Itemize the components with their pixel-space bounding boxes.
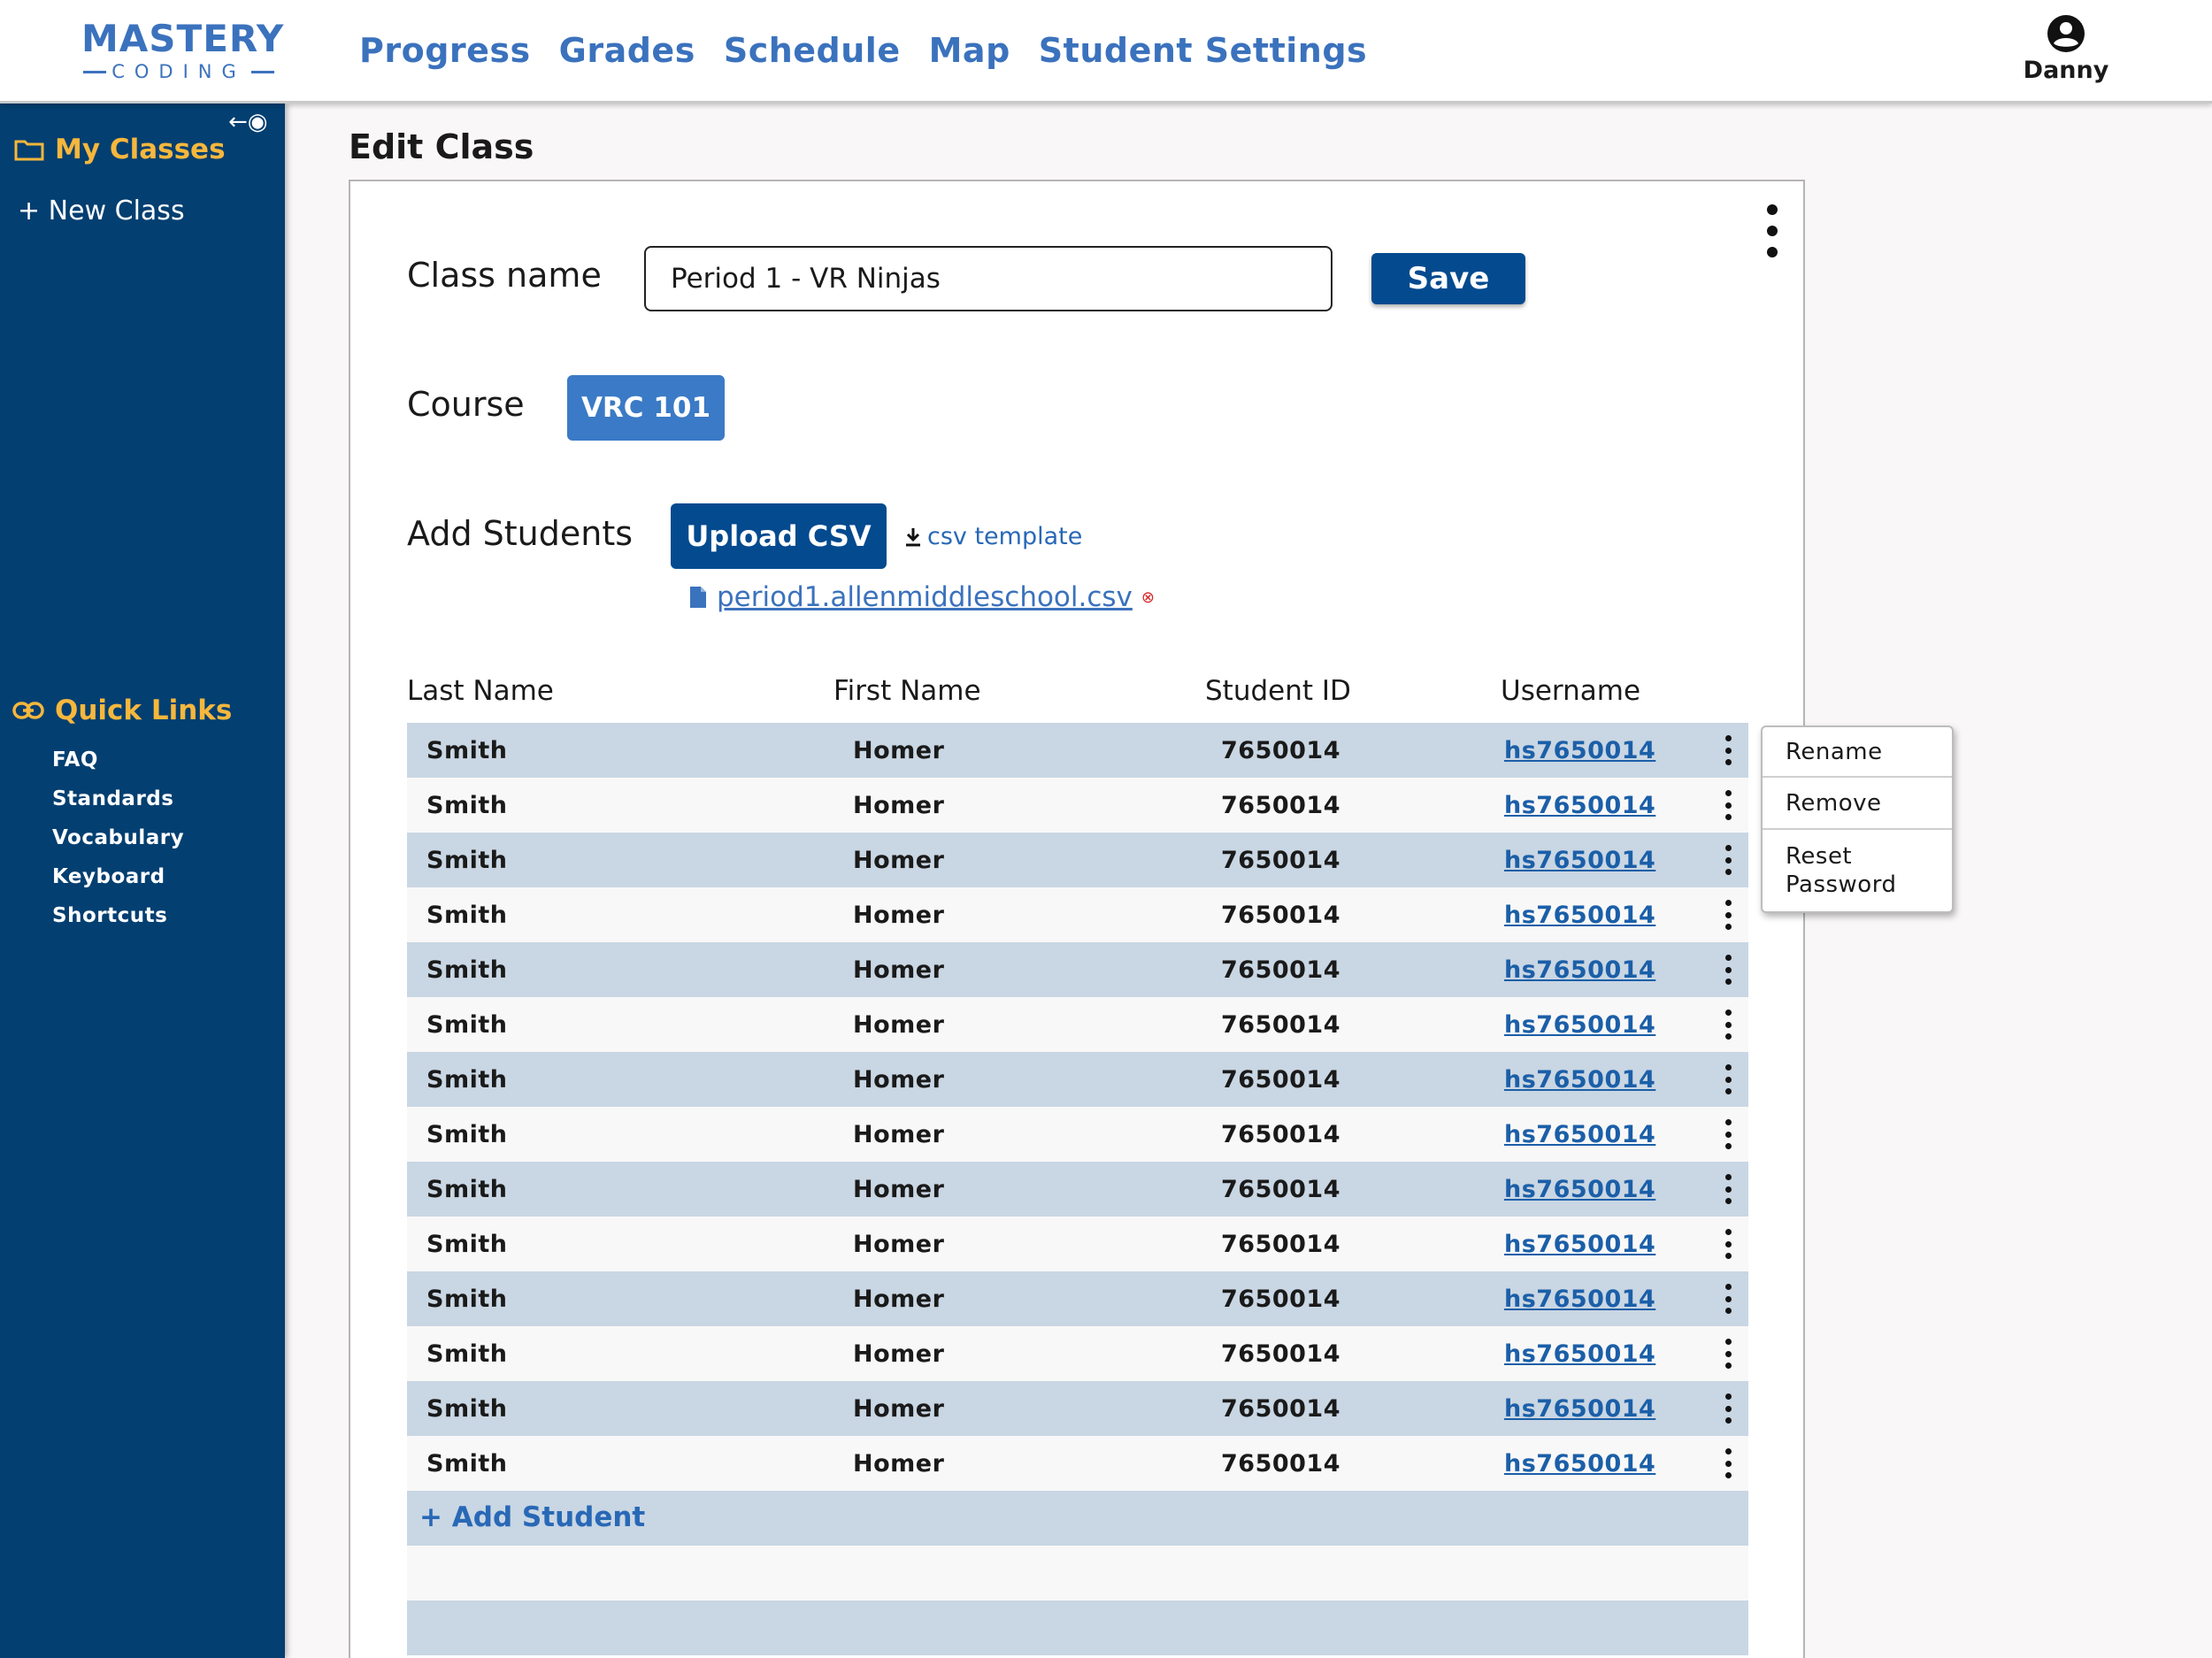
- cell-first-name: Homer: [853, 1066, 945, 1094]
- row-options-kebab-icon[interactable]: [1724, 1448, 1732, 1478]
- row-options-kebab-icon[interactable]: [1724, 1229, 1732, 1259]
- cell-student-id: 7650014: [1221, 1121, 1341, 1148]
- cell-first-name: Homer: [853, 1011, 945, 1039]
- cell-username-link[interactable]: hs7650014: [1504, 1286, 1656, 1313]
- course-button[interactable]: VRC 101: [567, 375, 725, 441]
- cell-first-name: Homer: [853, 1176, 945, 1203]
- empty-row: [407, 1600, 1748, 1655]
- table-row: [407, 833, 1748, 887]
- cell-username-link[interactable]: hs7650014: [1504, 1450, 1656, 1478]
- cell-student-id: 7650014: [1221, 1450, 1341, 1478]
- cell-student-id: 7650014: [1221, 1011, 1341, 1039]
- row-context-menu: [1761, 725, 1954, 913]
- menu-item-reset-password[interactable]: [1763, 830, 1952, 911]
- nav-map[interactable]: Map: [928, 31, 1010, 70]
- cell-last-name: Smith: [426, 956, 508, 984]
- row-options-kebab-icon[interactable]: [1724, 1009, 1732, 1040]
- cell-student-id: 7650014: [1221, 1066, 1341, 1094]
- cell-username-link[interactable]: hs7650014: [1504, 1231, 1656, 1258]
- cell-last-name: Smith: [426, 792, 508, 819]
- quick-links-label: Quick Links: [55, 695, 233, 726]
- table-row: [407, 723, 1748, 778]
- row-options-kebab-icon[interactable]: [1724, 955, 1732, 985]
- nav-grades[interactable]: Grades: [558, 31, 695, 70]
- cell-student-id: 7650014: [1221, 737, 1341, 764]
- cell-first-name: Homer: [853, 1121, 945, 1148]
- uploaded-file: [688, 581, 1155, 613]
- row-options-kebab-icon[interactable]: [1724, 1393, 1732, 1424]
- cell-username-link[interactable]: hs7650014: [1504, 1340, 1656, 1368]
- table-row: [407, 778, 1748, 833]
- table-row: [407, 1217, 1748, 1271]
- table-header: [407, 675, 1748, 710]
- nav-schedule[interactable]: Schedule: [723, 31, 901, 70]
- header-student-id: Student ID: [1205, 675, 1351, 707]
- cell-student-id: 7650014: [1221, 1340, 1341, 1368]
- cell-first-name: Homer: [853, 1231, 945, 1258]
- user-avatar-icon: [2047, 14, 2085, 53]
- cell-first-name: Homer: [853, 737, 945, 764]
- cell-first-name: Homer: [853, 847, 945, 874]
- add-students-label: Add Students: [407, 514, 634, 553]
- cell-student-id: 7650014: [1221, 1231, 1341, 1258]
- cell-first-name: Homer: [853, 902, 945, 929]
- card-options-kebab-icon[interactable]: [1759, 204, 1786, 257]
- cell-last-name: Smith: [426, 847, 508, 874]
- cell-student-id: 7650014: [1221, 792, 1341, 819]
- add-student-button[interactable]: + Add Student: [407, 1491, 1748, 1546]
- page-title: Edit Class: [349, 127, 534, 166]
- save-button[interactable]: Save: [1371, 253, 1525, 304]
- link-icon: [12, 700, 44, 721]
- cell-username-link[interactable]: hs7650014: [1504, 902, 1656, 929]
- table-row: [407, 1162, 1748, 1217]
- csv-template-link[interactable]: [904, 523, 1082, 550]
- row-options-kebab-icon[interactable]: [1724, 735, 1732, 765]
- cell-last-name: Smith: [426, 1395, 508, 1423]
- user-menu[interactable]: [2017, 14, 2115, 84]
- cell-student-id: 7650014: [1221, 847, 1341, 874]
- sidebar: [0, 104, 285, 1658]
- cell-student-id: 7650014: [1221, 1395, 1341, 1423]
- cell-username-link[interactable]: hs7650014: [1504, 847, 1656, 874]
- cell-last-name: Smith: [426, 1231, 508, 1258]
- reset-password-line1: Reset: [1786, 843, 1853, 870]
- cell-last-name: Smith: [426, 1121, 508, 1148]
- table-row: [407, 1381, 1748, 1436]
- header-username: Username: [1501, 675, 1641, 707]
- table-row: [407, 1052, 1748, 1107]
- cell-last-name: Smith: [426, 1340, 508, 1368]
- my-classes-label: My Classes: [55, 134, 226, 165]
- mastery-coding-logo[interactable]: [81, 17, 285, 83]
- empty-row: [407, 1546, 1748, 1600]
- table-row: [407, 1107, 1748, 1162]
- cell-last-name: Smith: [426, 1066, 508, 1094]
- table-row: [407, 997, 1748, 1052]
- my-classes-heading[interactable]: [14, 134, 226, 165]
- top-bar: [0, 0, 2212, 104]
- cell-last-name: Smith: [426, 1450, 508, 1478]
- row-options-kebab-icon[interactable]: [1724, 1064, 1732, 1094]
- cell-first-name: Homer: [853, 792, 945, 819]
- table-row: [407, 1271, 1748, 1326]
- cell-username-link[interactable]: hs7650014: [1504, 737, 1656, 764]
- cell-username-link[interactable]: hs7650014: [1504, 1176, 1656, 1203]
- quick-link-keyboard-shortcuts[interactable]: Keyboard Shortcuts: [52, 865, 168, 927]
- cell-username-link[interactable]: hs7650014: [1504, 1121, 1656, 1148]
- csv-template-label: csv template: [927, 523, 1083, 550]
- table-row: [407, 942, 1748, 997]
- row-options-kebab-icon[interactable]: [1724, 1284, 1732, 1314]
- quick-links-heading: [12, 695, 232, 726]
- uploaded-file-link[interactable]: period1.allenmiddleschool.csv: [717, 581, 1133, 613]
- cell-last-name: Smith: [426, 1011, 508, 1039]
- table-row: [407, 1326, 1748, 1381]
- file-icon: [688, 585, 708, 610]
- remove-file-icon[interactable]: ⊗: [1141, 587, 1155, 607]
- cell-student-id: 7650014: [1221, 1176, 1341, 1203]
- menu-item-remove[interactable]: Remove: [1763, 778, 1952, 830]
- row-options-kebab-icon[interactable]: [1724, 1119, 1732, 1149]
- cell-first-name: Homer: [853, 1450, 945, 1478]
- cell-last-name: Smith: [426, 737, 508, 764]
- quick-link-faq[interactable]: FAQ: [52, 748, 98, 771]
- cell-first-name: Homer: [853, 1286, 945, 1313]
- cell-username-link[interactable]: hs7650014: [1504, 1395, 1656, 1423]
- cell-last-name: Smith: [426, 1176, 508, 1203]
- upload-csv-button[interactable]: Upload CSV: [671, 503, 887, 569]
- main-nav: [359, 28, 1395, 73]
- table-row: [407, 887, 1748, 942]
- cell-username-link[interactable]: hs7650014: [1504, 1066, 1656, 1094]
- cell-last-name: Smith: [426, 902, 508, 929]
- cell-last-name: Smith: [426, 1286, 508, 1313]
- logo-main-text: MASTERY: [81, 17, 285, 60]
- row-options-kebab-icon[interactable]: [1724, 1174, 1732, 1204]
- course-label: Course: [407, 385, 525, 424]
- nav-student-settings[interactable]: Student Settings: [1038, 31, 1368, 70]
- row-options-kebab-icon[interactable]: [1724, 1339, 1732, 1369]
- header-first-name: First Name: [833, 675, 981, 707]
- cell-first-name: Homer: [853, 1395, 945, 1423]
- user-name: Danny: [2023, 57, 2109, 84]
- cell-first-name: Homer: [853, 956, 945, 984]
- cell-username-link[interactable]: hs7650014: [1504, 956, 1656, 984]
- quick-links-list: [52, 741, 285, 927]
- row-options-kebab-icon[interactable]: [1724, 790, 1732, 820]
- download-icon: [904, 526, 922, 548]
- row-options-kebab-icon[interactable]: [1724, 900, 1732, 930]
- folder-icon: [14, 138, 44, 161]
- logo-sub-text: [81, 60, 276, 83]
- header-last-name: Last Name: [407, 675, 554, 707]
- nav-progress[interactable]: Progress: [359, 31, 531, 70]
- quick-link-vocabulary[interactable]: Vocabulary: [52, 826, 185, 849]
- cell-student-id: 7650014: [1221, 902, 1341, 929]
- collapse-sidebar-icon[interactable]: ←◉: [228, 109, 268, 135]
- class-name-input[interactable]: [644, 246, 1333, 311]
- reset-password-line2: Password: [1786, 871, 1897, 898]
- class-name-label: Class name: [407, 256, 602, 295]
- menu-item-rename[interactable]: Rename: [1763, 727, 1952, 778]
- logo-sub-label: CODING: [111, 61, 246, 82]
- table-row: [407, 1436, 1748, 1491]
- new-class-link[interactable]: + New Class: [18, 196, 185, 226]
- cell-student-id: 7650014: [1221, 956, 1341, 984]
- cell-student-id: 7650014: [1221, 1286, 1341, 1313]
- edit-class-card: [349, 180, 1805, 1658]
- students-table: [407, 723, 1748, 1655]
- row-options-kebab-icon[interactable]: [1724, 845, 1732, 875]
- cell-username-link[interactable]: hs7650014: [1504, 792, 1656, 819]
- cell-username-link[interactable]: hs7650014: [1504, 1011, 1656, 1039]
- cell-first-name: Homer: [853, 1340, 945, 1368]
- quick-link-standards[interactable]: Standards: [52, 787, 174, 810]
